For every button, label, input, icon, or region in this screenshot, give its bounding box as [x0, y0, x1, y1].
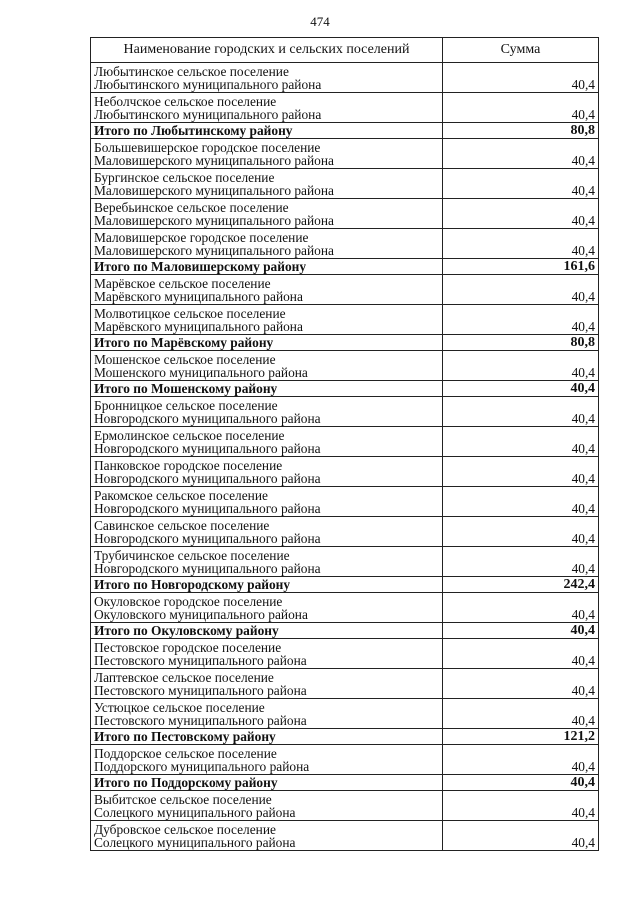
settlement-name-line: Дубровское сельское поселение	[94, 821, 276, 837]
district-total-label	[91, 123, 443, 139]
settlement-name-line: Ракомское сельское поселение	[94, 487, 268, 503]
settlement-row	[91, 669, 599, 699]
total-label-text: Итого по Марёвскому району	[94, 335, 274, 350]
district-total-row	[91, 577, 599, 593]
settlement-name-line: Трубичинское сельское поселение	[94, 547, 290, 563]
settlement-row	[91, 229, 599, 259]
settlement-sum: 40,4	[443, 305, 599, 335]
district-name-line: Солецкого муниципального района	[94, 805, 296, 821]
settlement-name	[91, 745, 443, 775]
district-name-line: Марёвского муниципального района	[94, 289, 303, 305]
district-total-label	[91, 577, 443, 593]
settlement-sum: 40,4	[443, 487, 599, 517]
district-name-line: Новгородского муниципального района	[94, 471, 321, 487]
settlement-name	[91, 547, 443, 577]
settlement-name	[91, 93, 443, 123]
district-total-label	[91, 335, 443, 351]
settlement-name	[91, 229, 443, 259]
settlement-sum: 40,4	[443, 63, 599, 93]
settlement-row	[91, 699, 599, 729]
district-total-row	[91, 259, 599, 275]
settlement-row	[91, 275, 599, 305]
settlement-sum: 40,4	[443, 169, 599, 199]
settlement-name-line: Панковское городское поселение	[94, 457, 283, 473]
district-name-line: Маловишерского муниципального района	[94, 243, 334, 259]
settlement-name	[91, 63, 443, 93]
settlement-row	[91, 63, 599, 93]
district-name-line: Новгородского муниципального района	[94, 561, 321, 577]
settlement-row	[91, 169, 599, 199]
district-name-line: Маловишерского муниципального района	[94, 183, 334, 199]
district-name-line: Пестовского муниципального района	[94, 653, 307, 669]
settlement-row	[91, 639, 599, 669]
total-label-text: Итого по Окуловскому району	[94, 623, 279, 638]
district-name-line: Любытинского муниципального района	[94, 107, 322, 123]
district-name-line: Мошенского муниципального района	[94, 365, 308, 381]
settlement-name	[91, 199, 443, 229]
settlement-row	[91, 791, 599, 821]
settlement-sum: 40,4	[443, 229, 599, 259]
district-total-sum: 80,8	[443, 335, 599, 351]
total-label-text: Итого по Новгородскому району	[94, 577, 291, 592]
settlement-name-line: Бургинское сельское поселение	[94, 169, 275, 185]
district-name-line: Марёвского муниципального района	[94, 319, 303, 335]
settlement-row	[91, 93, 599, 123]
district-total-row	[91, 729, 599, 745]
settlement-name	[91, 593, 443, 623]
settlement-sum: 40,4	[443, 699, 599, 729]
settlement-sum: 40,4	[443, 397, 599, 427]
settlement-name	[91, 791, 443, 821]
district-name-line: Маловишерского муниципального района	[94, 213, 334, 229]
total-label-text: Итого по Любытинскому району	[94, 123, 293, 138]
settlement-name	[91, 517, 443, 547]
table-body	[91, 63, 599, 851]
settlement-name-line: Мошенское сельское поселение	[94, 351, 276, 367]
settlement-row	[91, 397, 599, 427]
district-name-line: Новгородского муниципального района	[94, 501, 321, 517]
total-label-text: Итого по Маловишерскому району	[94, 259, 307, 274]
district-total-label	[91, 729, 443, 745]
settlement-row	[91, 351, 599, 381]
settlement-row	[91, 745, 599, 775]
settlement-name	[91, 305, 443, 335]
settlement-name-line: Пестовское городское поселение	[94, 639, 282, 655]
settlement-name-line: Молвотицкое сельское поселение	[94, 305, 286, 321]
settlement-sum: 40,4	[443, 457, 599, 487]
district-total-sum: 242,4	[443, 577, 599, 593]
district-name-line: Солецкого муниципального района	[94, 835, 296, 851]
district-total-label	[91, 623, 443, 639]
district-total-sum: 40,4	[443, 775, 599, 791]
settlement-sum: 40,4	[443, 351, 599, 381]
total-label-text: Итого по Мошенскому району	[94, 381, 278, 396]
settlement-name-line: Окуловское городское поселение	[94, 593, 283, 609]
district-name-line: Новгородского муниципального района	[94, 411, 321, 427]
settlement-row	[91, 199, 599, 229]
district-total-sum: 40,4	[443, 623, 599, 639]
settlement-name	[91, 639, 443, 669]
settlement-name-line: Любытинское сельское поселение	[94, 63, 289, 79]
district-total-row	[91, 123, 599, 139]
settlement-sum: 40,4	[443, 517, 599, 547]
district-total-row	[91, 335, 599, 351]
settlement-name-line: Устюцкое сельское поселение	[94, 699, 265, 715]
settlement-name-line: Марёвское сельское поселение	[94, 275, 271, 291]
settlement-name-line: Неболчское сельское поселение	[94, 93, 277, 109]
settlement-name-line: Ермолинское сельское поселение	[94, 427, 285, 443]
settlement-name	[91, 139, 443, 169]
settlement-sum: 40,4	[443, 669, 599, 699]
district-total-row	[91, 381, 599, 397]
settlement-row	[91, 487, 599, 517]
settlement-name-line: Выбитское сельское поселение	[94, 791, 272, 807]
settlement-sum: 40,4	[443, 593, 599, 623]
settlements-table	[90, 37, 599, 851]
total-label-text: Итого по Поддорскому району	[94, 775, 278, 790]
settlement-name-line: Савинское сельское поселение	[94, 517, 270, 533]
settlement-name-line: Бронницкое сельское поселение	[94, 397, 278, 413]
settlement-name	[91, 351, 443, 381]
column-header-name: Наименование городских и сельских поселений	[91, 38, 443, 63]
district-total-label	[91, 259, 443, 275]
district-name-line: Маловишерского муниципального района	[94, 153, 334, 169]
district-name-line: Новгородского муниципального района	[94, 441, 321, 457]
settlement-sum: 40,4	[443, 547, 599, 577]
district-total-row	[91, 775, 599, 791]
settlement-name	[91, 487, 443, 517]
column-header-sum: Сумма	[443, 38, 599, 63]
settlement-name	[91, 821, 443, 851]
settlement-name	[91, 699, 443, 729]
settlement-name	[91, 169, 443, 199]
district-total-sum: 161,6	[443, 259, 599, 275]
settlement-row	[91, 139, 599, 169]
settlement-name-line: Веребьинское сельское поселение	[94, 199, 289, 215]
table-header-row	[91, 38, 599, 63]
settlement-name-line: Поддорское сельское поселение	[94, 745, 277, 761]
total-label-text: Итого по Пестовскому району	[94, 729, 276, 744]
settlement-sum: 40,4	[443, 139, 599, 169]
district-name-line: Новгородского муниципального района	[94, 531, 321, 547]
district-total-sum: 40,4	[443, 381, 599, 397]
settlement-sum: 40,4	[443, 93, 599, 123]
settlement-name-line: Лаптевское сельское поселение	[94, 669, 274, 685]
settlement-row	[91, 821, 599, 851]
settlement-sum: 40,4	[443, 639, 599, 669]
district-name-line: Окуловского муниципального района	[94, 607, 308, 623]
settlement-sum: 40,4	[443, 199, 599, 229]
settlement-row	[91, 517, 599, 547]
settlement-sum: 40,4	[443, 791, 599, 821]
district-total-sum: 80,8	[443, 123, 599, 139]
settlement-name	[91, 457, 443, 487]
settlement-name	[91, 275, 443, 305]
settlement-row	[91, 593, 599, 623]
district-name-line: Поддорского муниципального района	[94, 759, 310, 775]
district-total-sum: 121,2	[443, 729, 599, 745]
settlement-row	[91, 457, 599, 487]
settlement-sum: 40,4	[443, 821, 599, 851]
settlement-name	[91, 427, 443, 457]
settlement-row	[91, 305, 599, 335]
settlement-name	[91, 669, 443, 699]
settlement-name	[91, 397, 443, 427]
settlement-row	[91, 427, 599, 457]
settlement-name-line: Большевишерское городское поселение	[94, 139, 321, 155]
page-number: 474	[310, 14, 330, 29]
settlement-sum: 40,4	[443, 275, 599, 305]
district-name-line: Пестовского муниципального района	[94, 713, 307, 729]
settlement-sum: 40,4	[443, 427, 599, 457]
district-total-label	[91, 381, 443, 397]
district-name-line: Пестовского муниципального района	[94, 683, 307, 699]
settlement-name-line: Маловишерское городское поселение	[94, 229, 309, 245]
settlement-row	[91, 547, 599, 577]
district-name-line: Любытинского муниципального района	[94, 77, 322, 93]
district-total-row	[91, 623, 599, 639]
settlement-sum: 40,4	[443, 745, 599, 775]
district-total-label	[91, 775, 443, 791]
